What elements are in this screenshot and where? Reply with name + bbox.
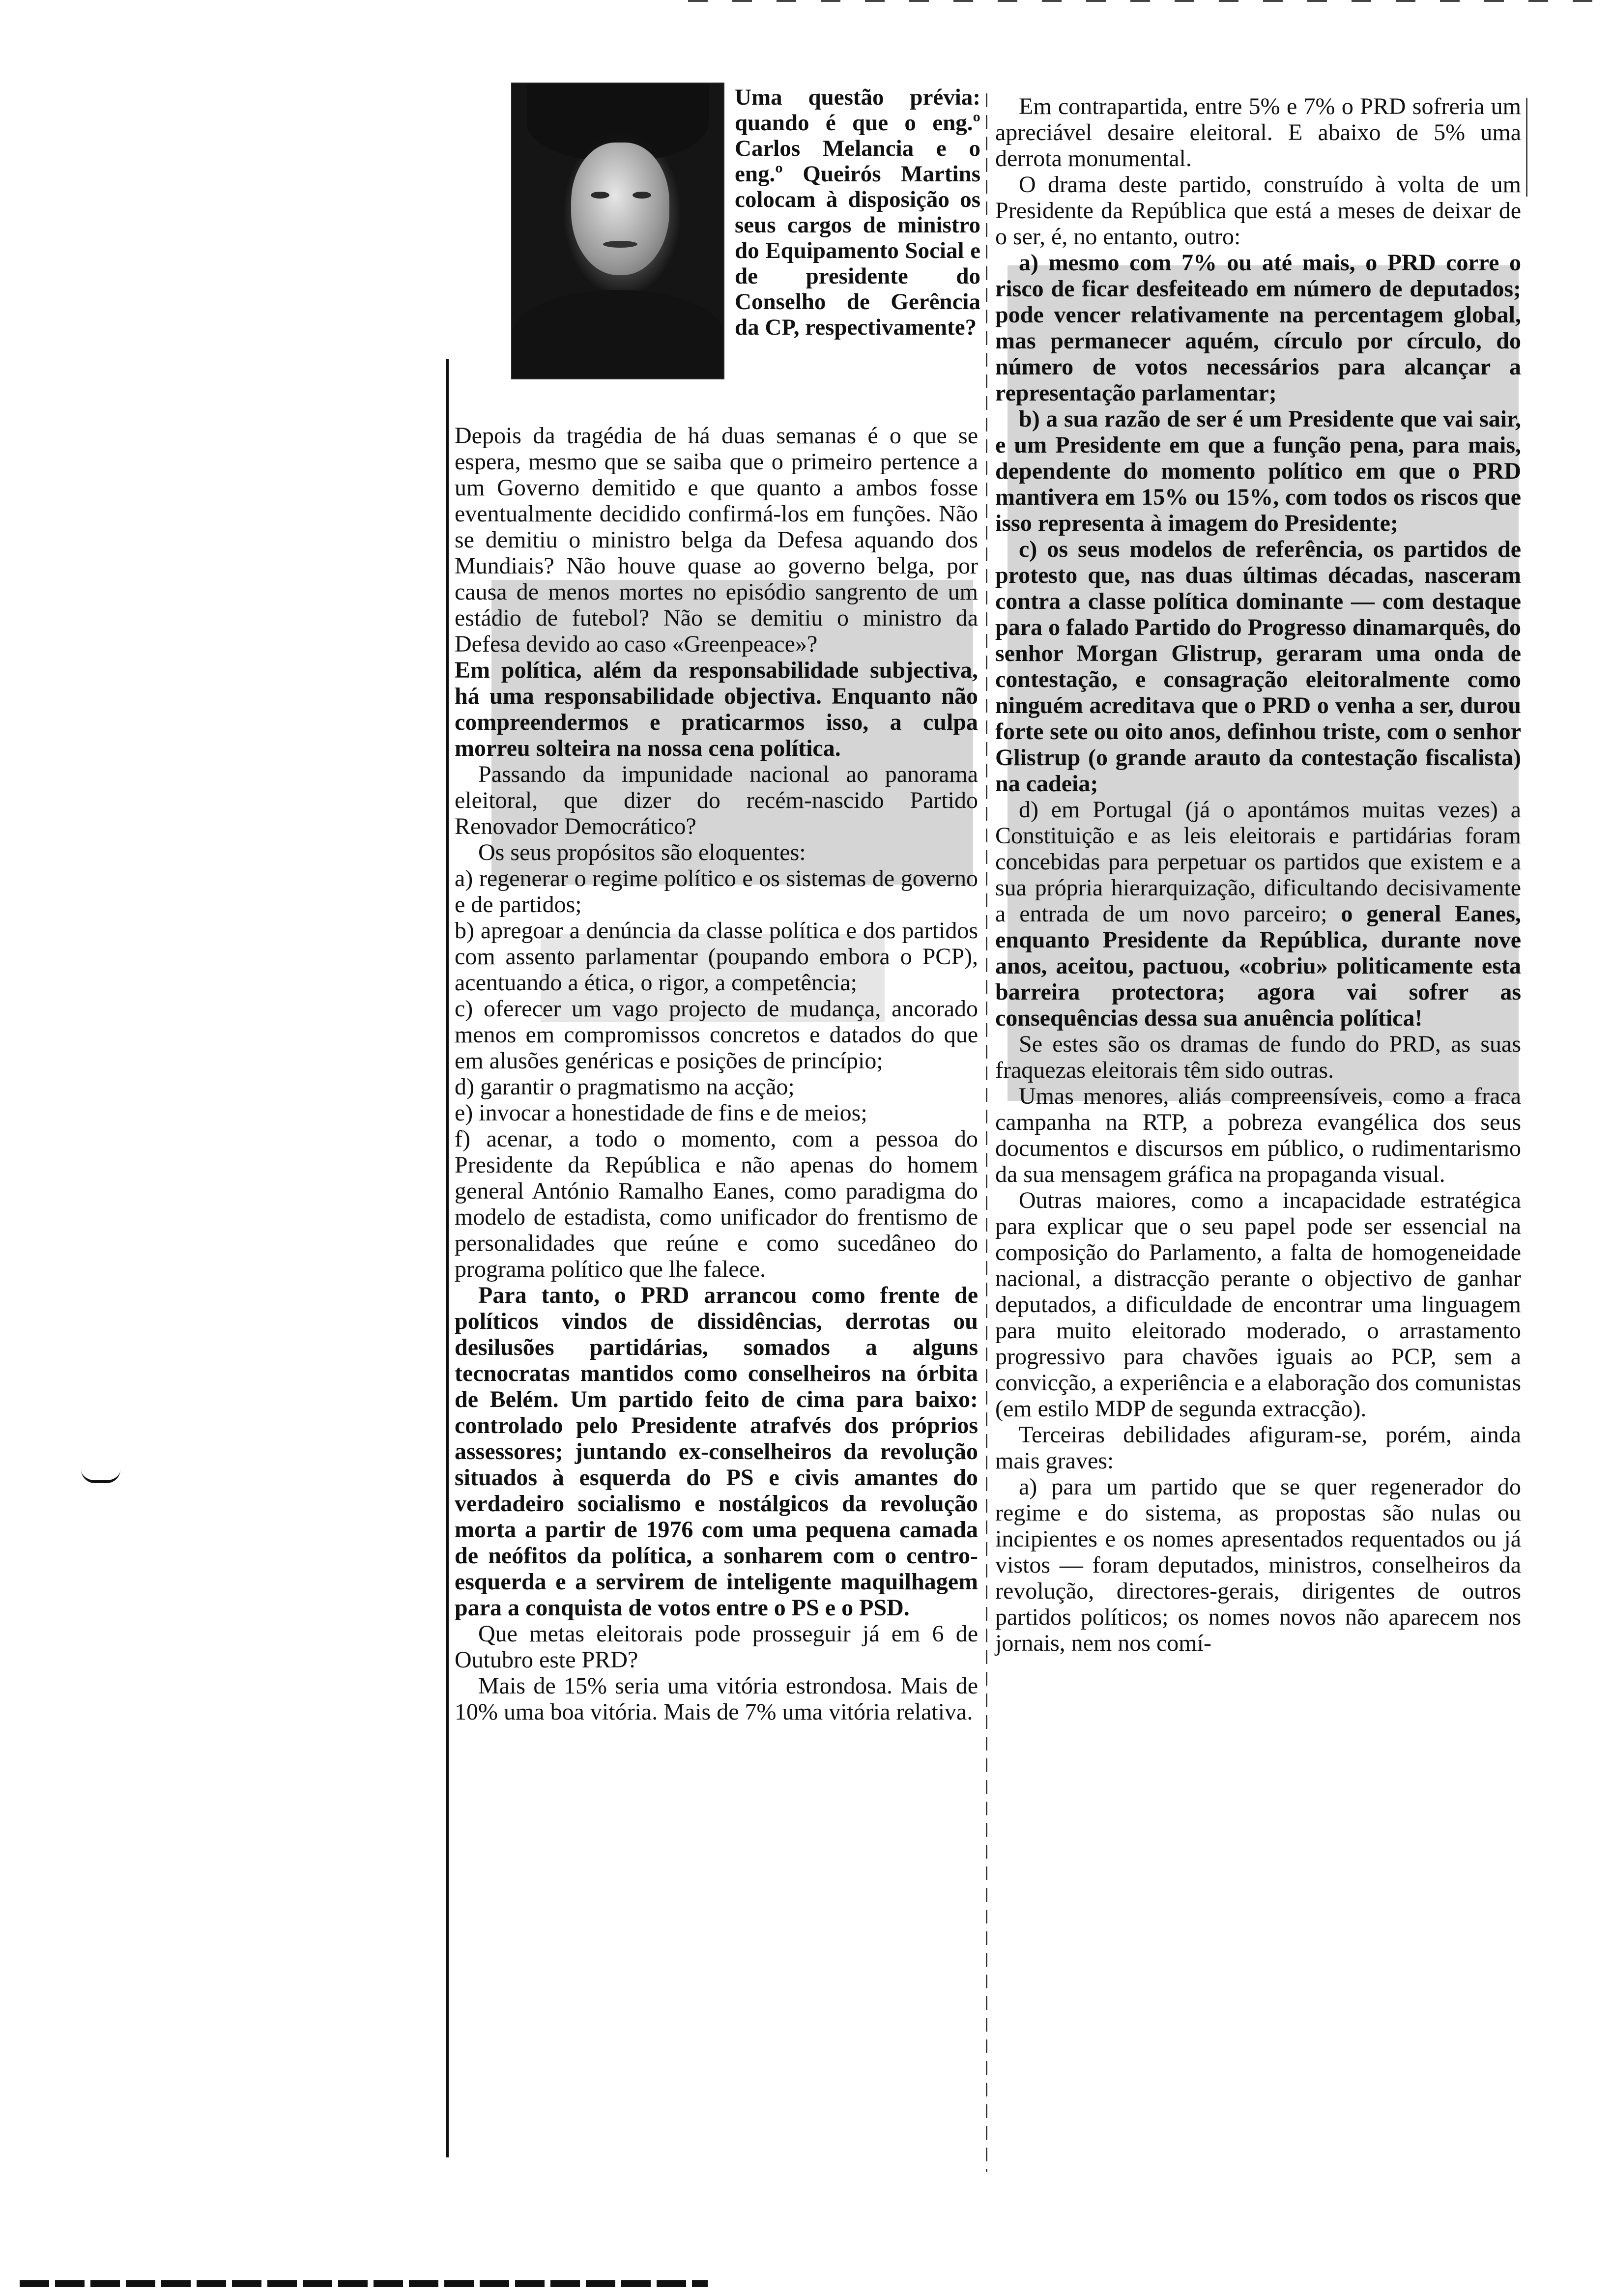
paragraph: Em contrapartida, entre 5% e 7% o PRD sofreria um apreciável desaire eleitoral. E abaixo de 5% uma derrota monumental.: [995, 93, 1521, 172]
portrait-photo: [511, 83, 724, 379]
paragraph: Outras maiores, como a incapacidade estratégica para explicar que o seu papel pode ser essencial na composição do Parlamento, a falta de homogeneidade nacional, a distracção perante o objectivo de ganhar deputados, a dificuldade de encontrar uma linguagem para muito eleitorado moderado, o arrastamento progressivo para chavões iguais ao PCP, sem a convicção, a experiência e a elaboração dos comunistas (em estilo MDP de segunda extracção).: [995, 1187, 1521, 1422]
list-item: c) oferecer um vago projecto de mudança, ancorado menos em compromissos concretos e datados do que em alusões genéricas e posições de princípio;: [455, 996, 978, 1074]
column-rule-right: [1526, 98, 1527, 197]
list-item: b) a sua razão de ser é um Presidente que vai sair, e um Presidente em que a função pena, para mais, dependente do momento político em que o PRD mantivera em 15% ou 15%, com todos os riscos que isso representa à imagem do Presidente;: [995, 406, 1521, 536]
list-item: d) em Portugal (já o apontámos muitas vezes) a Constituição e as leis eleitorais e partidárias foram concebidas para perpetuar os partidos que existem e a sua própria hierarquização, dificultando decisivamente a entrada de um novo parceiro; o general Eanes, enquanto Presidente da República, durante nove anos, aceitou, pactuou, «cobriu» politicamente esta barreira protectora; agora vai sofrer as consequências dessa sua anuência política!: [995, 797, 1521, 1031]
list-item: a) para um partido que se quer regenerador do regime e do sistema, as propostas são nulas ou incipientes e os nomes apresentados requentados ou já vistos — foram deputados, ministros, conselheiros da revolução, directores-gerais, dirigentes de outros partidos políticos; os nomes novos não aparecem nos jornais, nem nos comí-: [995, 1474, 1521, 1656]
column-1: [455, 423, 978, 1725]
column-rule-left: [446, 359, 449, 2157]
list-item: d) garantir o pragmatismo na acção;: [455, 1074, 795, 1100]
scan-edge-bottom: [20, 2280, 708, 2287]
paragraph: Mais de 15% seria uma vitória estrondosa. Mais de 10% uma boa vitória. Mais de 7% uma vitória relativa.: [455, 1673, 978, 1725]
paragraph-bold: Em política, além da responsabilidade subjectiva, há uma responsabilidade objectiva. Enquanto não compreendermos e praticarmos isso, a culpa morreu solteira na nossa cena política.: [455, 657, 978, 761]
list-item: a) mesmo com 7% ou até mais, o PRD corre o risco de ficar desfeiteado em número de deputados; pode vencer relativamente na percentagem global, mas permanecer aquém, círculo por círculo, do número de votos necessários para alcançar a representação parlamentar;: [995, 250, 1521, 406]
list-item: a) regenerar o regime político e os sistemas de governo e de partidos;: [455, 865, 978, 918]
paragraph: Umas menores, aliás compreensíveis, como a fraca campanha na RTP, a pobreza evangélica dos seus documentos e discursos em público, o rudimentarismo da sua mensagem gráfica na propaganda visual.: [995, 1083, 1521, 1187]
paragraph: Depois da tragédia de há duas semanas é o que se espera, mesmo que se saiba que o primeiro pertence a um Governo demitido e que quanto a ambos fosse eventualmente decidido confirmá-los em funções. Não se demitiu o ministro belga da Defesa aquando dos Mundiais? Não houve quase ao governo belga, por causa de menos mortes no episódio sangrento de um estádio de futebol? Não se demitiu o ministro da Defesa devido ao caso «Greenpeace»?: [455, 423, 978, 657]
intro-question: Uma questão prévia: quando é que o eng.º Carlos Melancia e o eng.º Queirós Martins colocam à disposição os seus cargos de ministro do Equipamento Social e de presidente do Conselho de Gerência da CP, respectivamente?: [735, 85, 980, 340]
paragraph: Os seus propósitos são eloquentes:: [478, 839, 806, 865]
list-item: f) acenar, a todo o momento, com a pessoa do Presidente da República e não apenas do homem general António Ramalho Eanes, como paradigma do modelo de estadista, como unificador do frentismo de personalidades que reúne e como sucedâneo do programa político que lhe falece.: [455, 1126, 978, 1282]
list-item: b) apregoar a denúncia da classe política e dos partidos com assento parlamentar (poupando embora o PCP), acentuando a ética, o rigor, a competência;: [455, 918, 978, 996]
paragraph: Passando da impunidade nacional ao panorama eleitoral, que dizer do recém-nascido Partido Renovador Democrático?: [455, 761, 978, 839]
list-item: e) invocar a honestidade de fins e de meios;: [455, 1100, 867, 1126]
paragraph-bold: Para tanto, o PRD arrancou como frente de políticos vindos de dissidências, derrotas ou desilusões partidárias, somados a alguns tecnocratas mantidos como conselheiros na órbita de Belém. Um partido feito de cima para baixo: controlado pelo Presidente atrafvés dos próprios assessores; juntando ex-conselheiros da revolução situados à esquerda do PS e civis amantes do verdadeiro socialismo e nostálgicos da revolução morta a partir de 1976 com uma pequena camada de neófitos da política, a sonharem com o centro-esquerda e a servirem de inteligente maquilhagem para a conquista de votos entre o PS e o PSD.: [455, 1282, 978, 1621]
column-2: [995, 93, 1521, 1656]
paragraph: Se estes são os dramas de fundo do PRD, as suas fraquezas eleitorais têm sido outras.: [995, 1031, 1521, 1083]
scan-edge-top: [688, 0, 1612, 2]
paragraph: Que metas eleitorais pode prosseguir já em 6 de Outubro este PRD?: [455, 1621, 978, 1673]
paragraph: O drama deste partido, construído à volta de um Presidente da República que está a meses de deixar de o ser, é, no entanto, outro:: [995, 172, 1521, 250]
paragraph: Terceiras debilidades afiguram-se, porém, ainda mais graves:: [995, 1422, 1521, 1474]
column-rule-middle: [986, 93, 987, 2172]
list-item: c) os seus modelos de referência, os partidos de protesto que, nas duas últimas décadas, nasceram contra a classe política dominante — com destaque para o falado Partido do Progresso dinamarquês, do senhor Morgan Glistrup, geraram uma onda de contestação, e consagração eleitoralmente como ninguém acreditava que o PRD o venha a ser, durou forte sete ou oito anos, definhou triste, com o senhor Glistrup (o grande arauto da contestação fiscalista) na cadeia;: [995, 536, 1521, 797]
scan-mark: [81, 1469, 120, 1483]
